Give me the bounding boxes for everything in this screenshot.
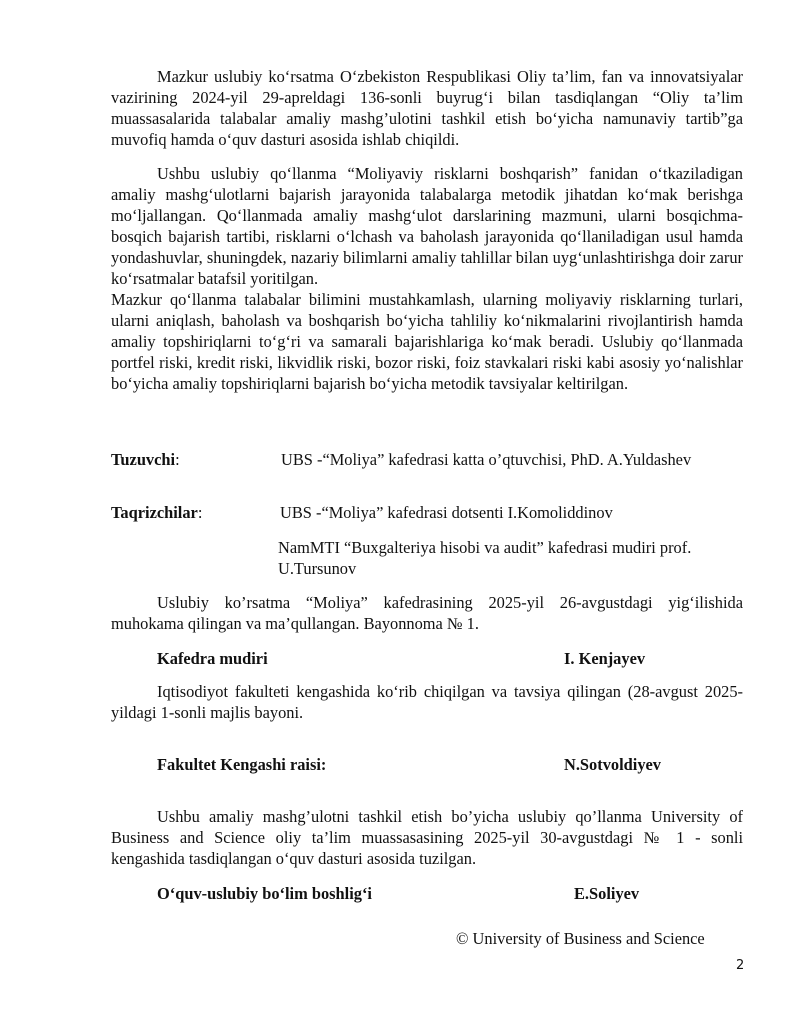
- department-head-label: Kafedra mudiri: [157, 649, 268, 668]
- department-approval-text: Uslubiy ko’rsatma “Moliya” kafedrasining 2025-yil 26-avgustdagi yig‘ilishida muhokama qilingan va ma’qullangan. Bayonnoma № 1.: [111, 593, 743, 633]
- intro-paragraph-1: Mazkur uslubiy ko‘rsatma O‘zbekiston Respublikasi Oliy ta’lim, fan va innovatsiyalar vazirining 2024-yil 29-apreldagi 136-sonli buyrug‘i bilan tasdiqlangan “Oliy ta’lim muassasalarida talabalar amaliy mashg’ulotini tashkil etish bo‘yicha namunaviy tartib”ga muvofiq hamda o‘quv dasturi asosida ishlab chiqildi.: [111, 67, 743, 149]
- intro-paragraph-2: Ushbu uslubiy qo‘llanma “Moliyaviy risklarni boshqarish” fanidan o‘tkaziladigan amaliy mashg‘ulotlarni bajarish jarayonida talabalarga metodik jihatdan ko‘mak berishga mo‘ljallangan. Qo‘llanmada amaliy mashg‘ulot darslarining mazmuni, ularni bosqichma-bosqich bajarish tartibi, risklarni o‘lchash va baholash jarayonida qo‘llaniladigan usul hamda yondashuvlar, shuningdek, nazariy bilimlarni amaliy tahlillar bilan uyg‘unlashtirishga doir zarur ko‘rsatmalar batafsil yoritilgan.: [111, 164, 743, 288]
- reviewer-2-line-2: U.Tursunov: [278, 559, 357, 578]
- page-number: 2: [736, 958, 745, 973]
- university-approval-text: Ushbu amaliy mashg’ulotni tashkil etish bo’yicha uslubiy qo’llanma University of Business and Science oliy ta’lim muassasasining 2025-yil 30-avgustdagi № 1 - sonli kengashida tasdiqlangan o‘quv dasturi asosida tuzilgan.: [111, 807, 743, 868]
- department-head-name: I. Kenjayev: [564, 649, 646, 668]
- faculty-chair-label: Fakultet Kengashi raisi:: [157, 755, 327, 774]
- reviewers-label: Taqrizchilar:: [111, 503, 203, 522]
- intro-paragraph-3: Mazkur qo‘llanma talabalar bilimini mustahkamlash, ularning moliyaviy risklarning turlari, ularni aniqlash, baholash va boshqarish bo‘yicha tahliliy ko‘nikmalarini rivojlantirish hamda amaliy topshiriqlarni to‘g‘ri va samarali bajarishlariga ko‘mak beradi. Uslubiy qo‘llanmada portfel riski, kredit riski, likvidlik riski, bozor riski, foiz stavkalari riski kabi asosiy yo‘nalishlar bo‘yicha amaliy topshiriqlarni bajarish bo‘yicha metodik tavsiyalar keltirilgan.: [111, 290, 743, 393]
- compiler-label: Tuzuvchi:: [111, 450, 180, 469]
- copyright-notice: © University of Business and Science: [456, 929, 705, 948]
- compiler-value: UBS -“Moliya” kafedrasi katta o’qtuvchisi, PhD. A.Yuldashev: [281, 450, 692, 469]
- reviewer-2-line-1: NamMTI “Buxgalteriya hisobi va audit” kafedrasi mudiri prof.: [278, 538, 692, 557]
- faculty-chair-name: N.Sotvoldiyev: [564, 755, 661, 774]
- faculty-approval-text: Iqtisodiyot fakulteti kengashida ko‘rib chiqilgan va tavsiya qilingan (28-avgust 2025-yildagi 1-sonli majlis bayoni.: [111, 682, 743, 722]
- methodical-head-name: E.Soliyev: [574, 884, 640, 903]
- methodical-head-label: O‘quv-uslubiy bo‘lim boshlig‘i: [157, 884, 372, 903]
- reviewer-1: UBS -“Moliya” kafedrasi dotsenti I.Komoliddinov: [280, 503, 613, 522]
